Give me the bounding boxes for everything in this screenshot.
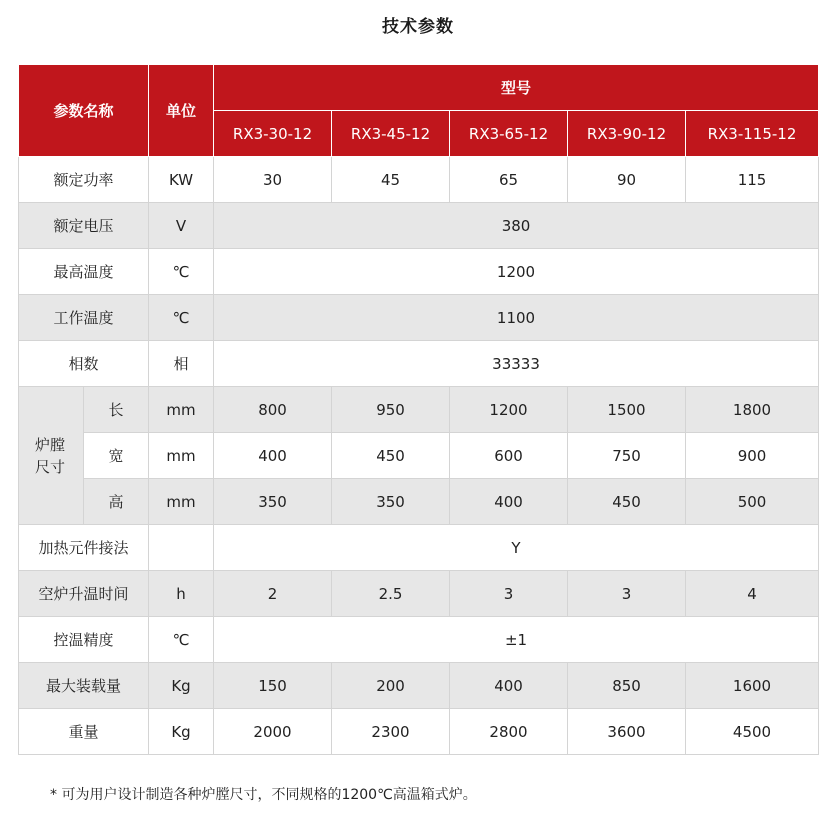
row-label: 额定功率 bbox=[19, 157, 149, 203]
page-title: 技术参数 bbox=[382, 17, 454, 37]
table-row bbox=[19, 571, 819, 617]
row-sublabel: 长 bbox=[84, 387, 149, 433]
row-label: 最大装载量 bbox=[19, 663, 149, 709]
table-cell: 2000 bbox=[214, 709, 332, 755]
chamber-label-line: 炉膛 bbox=[35, 435, 66, 454]
table-cell: 380 bbox=[214, 203, 819, 249]
row-sublabel: 宽 bbox=[84, 433, 149, 479]
row-unit: mm bbox=[149, 433, 214, 479]
header-model: RX3-30-12 bbox=[214, 111, 332, 157]
row-label: 空炉升温时间 bbox=[19, 571, 149, 617]
table-cell: 450 bbox=[332, 433, 450, 479]
table-row bbox=[19, 433, 819, 479]
table-row bbox=[19, 617, 819, 663]
table-cell: 350 bbox=[214, 479, 332, 525]
table-cell: 400 bbox=[450, 479, 568, 525]
table-row bbox=[19, 249, 819, 295]
table-cell: 1100 bbox=[214, 295, 819, 341]
table-cell: 500 bbox=[686, 479, 819, 525]
table-cell: 750 bbox=[568, 433, 686, 479]
table-cell: 3 bbox=[450, 571, 568, 617]
table-cell: 800 bbox=[214, 387, 332, 433]
header-model: RX3-90-12 bbox=[568, 111, 686, 157]
table-row bbox=[19, 341, 819, 387]
row-unit: Kg bbox=[149, 709, 214, 755]
chamber-size-label bbox=[19, 387, 84, 525]
header-unit: 单位 bbox=[149, 65, 214, 157]
header-model-group: 型号 bbox=[214, 65, 819, 111]
table-cell: 850 bbox=[568, 663, 686, 709]
table-cell: 33333 bbox=[214, 341, 819, 387]
header-model: RX3-65-12 bbox=[450, 111, 568, 157]
row-unit: ℃ bbox=[149, 617, 214, 663]
table-row bbox=[19, 295, 819, 341]
table-cell: 1600 bbox=[686, 663, 819, 709]
chamber-label-line: 尺寸 bbox=[35, 457, 66, 476]
table-cell: ±1 bbox=[214, 617, 819, 663]
table-cell: 900 bbox=[686, 433, 819, 479]
header-row-1 bbox=[19, 65, 819, 111]
row-label: 最高温度 bbox=[19, 249, 149, 295]
spec-table bbox=[18, 64, 819, 755]
header-param-name: 参数名称 bbox=[19, 65, 149, 157]
table-cell: 1800 bbox=[686, 387, 819, 433]
row-unit: ℃ bbox=[149, 249, 214, 295]
row-unit: V bbox=[149, 203, 214, 249]
table-cell: 150 bbox=[214, 663, 332, 709]
table-row bbox=[19, 663, 819, 709]
table-cell: 3 bbox=[568, 571, 686, 617]
table-cell: 65 bbox=[450, 157, 568, 203]
row-label: 控温精度 bbox=[19, 617, 149, 663]
table-cell: 4 bbox=[686, 571, 819, 617]
row-unit: mm bbox=[149, 479, 214, 525]
table-cell: 1500 bbox=[568, 387, 686, 433]
table-cell: Y bbox=[214, 525, 819, 571]
table-cell: 2300 bbox=[332, 709, 450, 755]
table-row bbox=[19, 387, 819, 433]
footnote: * 可为用户设计制造各种炉膛尺寸，不同规格的1200℃高温箱式炉。 bbox=[50, 787, 477, 803]
row-unit: KW bbox=[149, 157, 214, 203]
table-cell: 1200 bbox=[214, 249, 819, 295]
header-model: RX3-45-12 bbox=[332, 111, 450, 157]
table-cell: 45 bbox=[332, 157, 450, 203]
table-cell: 1200 bbox=[450, 387, 568, 433]
row-label: 相数 bbox=[19, 341, 149, 387]
row-unit: mm bbox=[149, 387, 214, 433]
row-unit: 相 bbox=[149, 341, 214, 387]
table-row bbox=[19, 709, 819, 755]
table-cell: 200 bbox=[332, 663, 450, 709]
table-cell: 30 bbox=[214, 157, 332, 203]
row-label: 重量 bbox=[19, 709, 149, 755]
row-unit: ℃ bbox=[149, 295, 214, 341]
row-unit: Kg bbox=[149, 663, 214, 709]
table-cell: 400 bbox=[450, 663, 568, 709]
table-cell: 450 bbox=[568, 479, 686, 525]
table-cell: 400 bbox=[214, 433, 332, 479]
table-row bbox=[19, 203, 819, 249]
table-cell: 115 bbox=[686, 157, 819, 203]
row-sublabel: 高 bbox=[84, 479, 149, 525]
table-row bbox=[19, 479, 819, 525]
table-cell: 3600 bbox=[568, 709, 686, 755]
row-unit: h bbox=[149, 571, 214, 617]
header-model: RX3-115-12 bbox=[686, 111, 819, 157]
table-cell: 950 bbox=[332, 387, 450, 433]
row-label: 额定电压 bbox=[19, 203, 149, 249]
table-cell: 4500 bbox=[686, 709, 819, 755]
table-cell: 90 bbox=[568, 157, 686, 203]
table-cell: 2.5 bbox=[332, 571, 450, 617]
table-row bbox=[19, 157, 819, 203]
table-cell: 2 bbox=[214, 571, 332, 617]
row-unit bbox=[149, 525, 214, 571]
table-cell: 2800 bbox=[450, 709, 568, 755]
row-label: 加热元件接法 bbox=[19, 525, 149, 571]
table-row bbox=[19, 525, 819, 571]
table-cell: 350 bbox=[332, 479, 450, 525]
table-cell: 600 bbox=[450, 433, 568, 479]
row-label: 工作温度 bbox=[19, 295, 149, 341]
